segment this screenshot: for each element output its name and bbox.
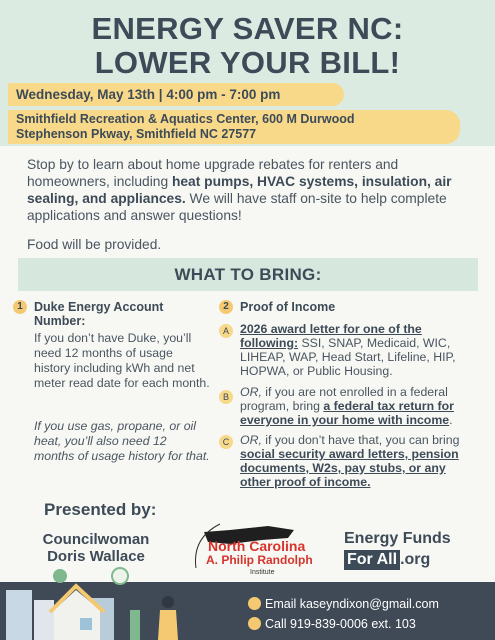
email-text: Email kaseyndixon@gmail.com	[265, 597, 439, 611]
apri-logo	[190, 518, 320, 578]
house-icon	[54, 590, 100, 640]
email-contact	[248, 597, 439, 611]
phone-text: Call 919-839-0006 ext. 103	[265, 617, 416, 631]
event-date: Wednesday, May 13th | 4:00 pm - 7:00 pm	[8, 83, 344, 106]
option-c-underline: social security award letters, pension documents, W2s, pay stubs, or any other proof of income.	[240, 447, 459, 489]
title-line-1: ENERGY SAVER NC:	[91, 11, 404, 46]
person-body	[158, 610, 178, 640]
option-a-rest: SSI, SNAP, Medicaid, WIC, LIHEAP, WAP, Head Start, Lifeline, HIP, HOPWA, or Public Housing.	[240, 336, 456, 378]
for-all-box: For All	[344, 550, 400, 570]
option-c-or: OR,	[240, 433, 262, 447]
location-line-2: Stephenson Pkway, Smithfield NC 27577	[16, 127, 257, 141]
option-b-or: OR,	[240, 385, 262, 399]
apri-institute: Institute	[250, 569, 275, 576]
person-head	[162, 596, 174, 608]
option-b-badge: B	[219, 390, 233, 404]
org-text: .org	[400, 551, 431, 568]
option-a-badge: A	[219, 324, 233, 338]
page-title	[0, 12, 495, 80]
building-1	[6, 590, 32, 640]
option-b-mid: if you are not enrolled in a federal program, bring	[240, 385, 448, 413]
lightbulb-icon	[112, 568, 128, 584]
councilwoman-name: Councilwoman Doris Wallace	[42, 531, 150, 565]
apri-name: A. Philip Randolph	[206, 553, 313, 567]
building-2	[34, 600, 54, 640]
duke-body: If you don’t have Duke, you’ll need 12 months of usage history including kWh and net meter read date for each month.	[34, 331, 210, 390]
step-1-badge: 1	[13, 300, 27, 314]
option-c-mid: if you don’t have that, you can bring	[261, 433, 460, 447]
intro-part-1: Stop by to learn about home upgrade rebates for renters and homeowners, including	[27, 157, 399, 189]
duke-heading: Duke Energy Account Number:	[34, 300, 164, 328]
option-b-underline: a federal tax return for everyone in your home with income	[240, 399, 454, 427]
phone-icon	[248, 617, 261, 630]
option-a-text	[240, 322, 476, 378]
title-line-2: LOWER YOUR BILL!	[94, 45, 401, 80]
eco-icon	[53, 569, 67, 583]
intro-part-2: We will have staff on-site to help complete applications and answer questions!	[27, 191, 447, 223]
step-2-badge: 2	[219, 300, 233, 314]
email-icon	[248, 597, 261, 610]
energy-funds-line2	[344, 550, 451, 570]
what-to-bring-heading: WHAT TO BRING:	[18, 258, 478, 291]
plant-icon	[130, 610, 140, 640]
option-b-end: .	[449, 413, 453, 427]
presented-by-label: Presented by:	[44, 500, 157, 519]
food-note: Food will be provided.	[27, 237, 162, 252]
event-location	[8, 110, 460, 144]
energy-funds-logo	[344, 530, 451, 570]
energy-funds-text: Energy Funds	[344, 530, 451, 547]
apri-state: North Carolina	[208, 538, 306, 554]
option-c-text	[240, 433, 476, 489]
option-a-underline: 2026 award letter for one of the following:	[240, 322, 422, 350]
house-window	[80, 618, 92, 630]
option-c-badge: C	[219, 435, 233, 449]
intro-text	[27, 156, 477, 224]
income-heading: Proof of Income	[240, 300, 336, 314]
option-b-text	[240, 385, 476, 427]
home-upgrade-illustration	[0, 562, 200, 640]
gas-note: If you use gas, propane, or oil heat, you’ll also need 12 months of usage history for that.	[34, 419, 210, 463]
intro-bold: heat pumps, HVAC systems, insulation, air sealing, and appliances.	[27, 174, 452, 206]
phone-contact	[248, 617, 416, 631]
location-line-1: Smithfield Recreation & Aquatics Center, 600 M Durwood	[16, 112, 355, 126]
